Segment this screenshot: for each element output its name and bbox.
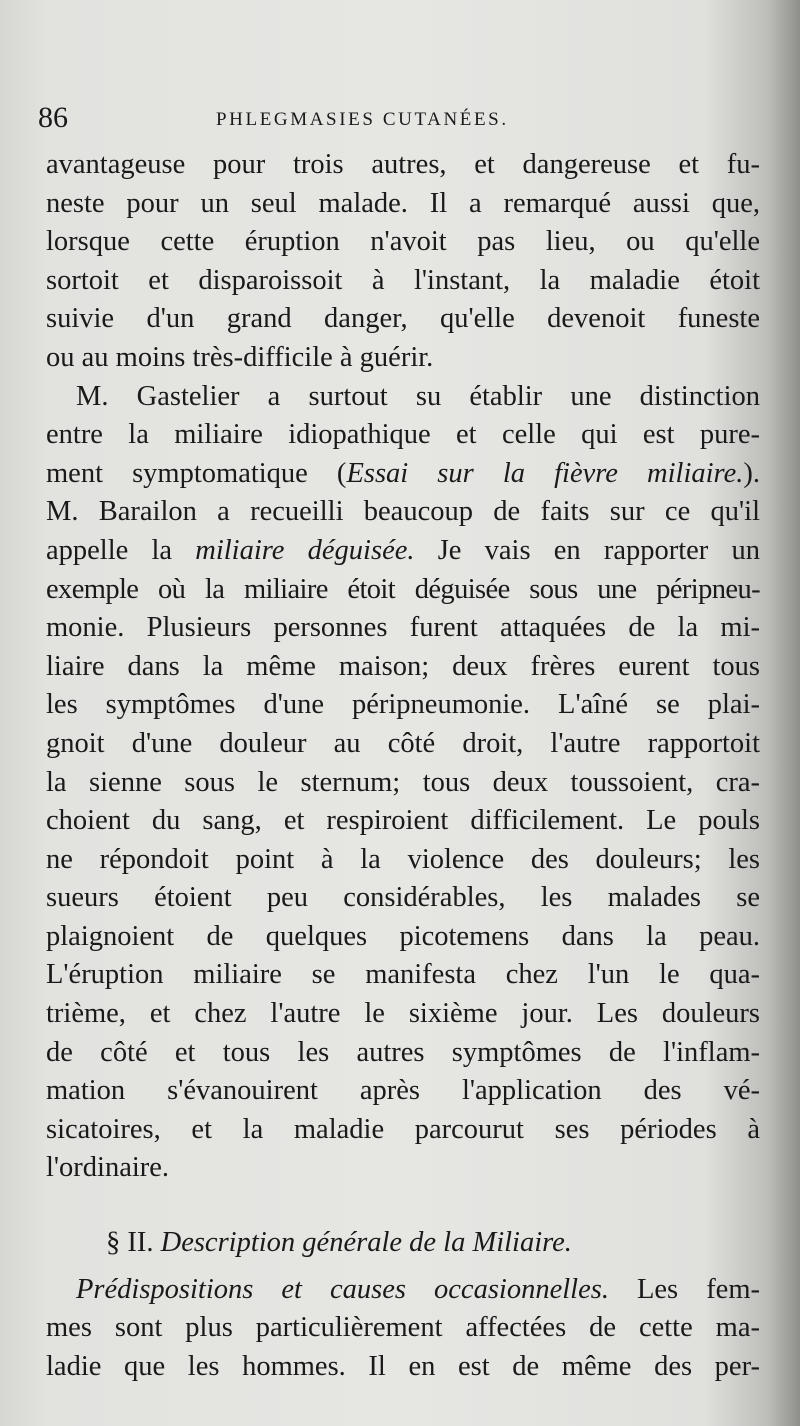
text-line: mes sont plus particulièrement affectées de cette ma- — [46, 1312, 760, 1344]
text-line: ladie que les hommes. Il en est de même des per- — [46, 1350, 760, 1382]
text-line — [46, 532, 760, 571]
text-line: sueurs étoient peu considérables, les malades se — [46, 882, 760, 914]
text-line: exemple où la miliaire étoit déguisée sous une péripneu- — [46, 573, 760, 605]
text-line: L'éruption miliaire se manifesta chez l'un le qua- — [46, 959, 760, 991]
text-line: entre la miliaire idiopathique et celle qui est pure- — [46, 419, 760, 451]
text-line: l'ordinaire. — [46, 1152, 170, 1184]
text-span: ment symptomatique ( — [46, 457, 347, 489]
text-line: plaignoient de quelques picotemens dans la peau. — [46, 920, 760, 952]
section-title: Description générale de la Miliaire. — [160, 1227, 572, 1259]
text-line: les symptômes d'une péripneumonie. L'aîné se plai- — [46, 689, 760, 721]
running-head: PHLEGMASIES CUTANÉES. — [216, 109, 509, 130]
text-line: sicatoires, et la maladie parcourut ses périodes à — [46, 1113, 760, 1145]
text-span: ). — [743, 457, 760, 489]
text-line: mation s'évanouirent après l'application des vé- — [46, 1075, 760, 1107]
text-line: liaire dans la même maison; deux frères eurent tous — [46, 650, 760, 682]
text-span: appelle la — [46, 534, 196, 566]
text-line: la sienne sous le sternum; tous deux toussoient, cra- — [46, 766, 760, 798]
text-line: sortoit et disparoissoit à l'instant, la maladie étoit — [46, 264, 760, 296]
text-span: Les fem- — [608, 1273, 760, 1305]
text-line: lorsque cette éruption n'avoit pas lieu, ou qu'elle — [46, 226, 760, 258]
text-line: trième, et chez l'autre le sixième jour. Les douleurs — [46, 998, 760, 1030]
text-line: de côté et tous les autres symptômes de l'inflam- — [46, 1036, 760, 1068]
italic-citation: Essai sur la fièvre miliaire. — [346, 457, 744, 489]
section-heading — [46, 1224, 760, 1263]
page-header — [38, 98, 758, 138]
italic-lead: Prédispositions et causes occasionnelles. — [76, 1273, 609, 1305]
text-line: suivie d'un grand danger, qu'elle devenoit funeste — [46, 303, 760, 335]
text-line: gnoit d'une douleur au côté droit, l'autre rapportoit — [46, 727, 760, 759]
text-line: choient du sang, et respiroient difficilement. Le pouls — [46, 805, 760, 837]
text-line: ne répondoit point à la violence des douleurs; les — [46, 843, 760, 875]
section-number: § II. — [106, 1227, 154, 1259]
text-line: avantageuse pour trois autres, et dangereuse et fu- — [46, 149, 760, 180]
text-line: M. Gastelier a surtout su établir une distinction — [76, 380, 760, 412]
body-text — [46, 146, 760, 1386]
text-line — [46, 455, 760, 494]
page-number: 86 — [38, 101, 68, 134]
text-line: M. Barailon a recueilli beaucoup de faits sur ce qu'il — [46, 496, 760, 528]
text-line: ou au moins très-difficile à guérir. — [46, 341, 434, 373]
italic-term: miliaire déguisée. — [195, 534, 415, 566]
text-line: neste pour un seul malade. Il a remarqué aussi que, — [46, 187, 760, 219]
text-line: monie. Plusieurs personnes furent attaquées de la mi- — [46, 612, 760, 644]
text-span: Je vais en rapporter un — [414, 534, 760, 566]
text-line — [46, 1271, 760, 1310]
